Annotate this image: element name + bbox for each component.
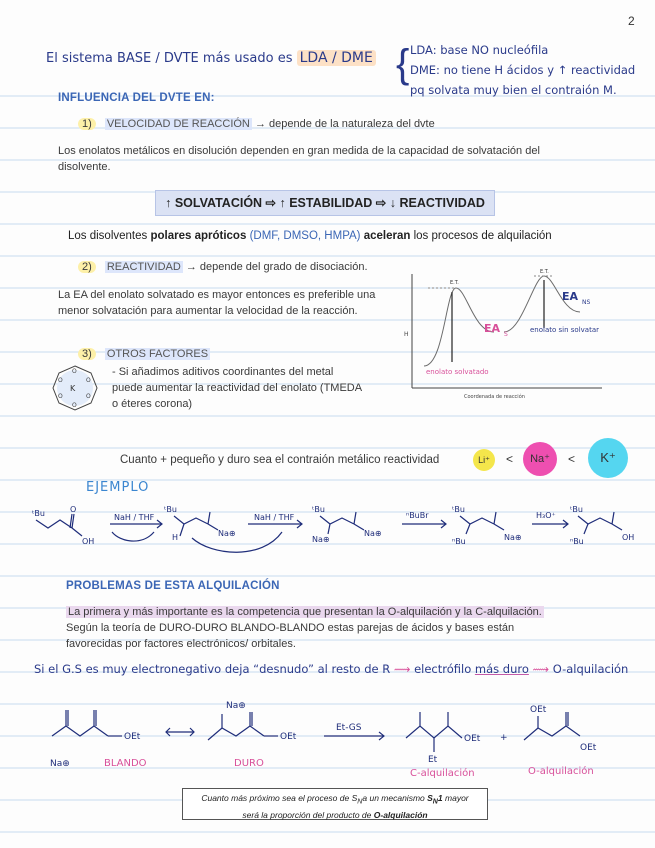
s2-blando: BLANDO bbox=[104, 758, 147, 769]
footer-line1-post: mayor bbox=[442, 793, 469, 803]
squiggle-arrow-1: ⟿ bbox=[393, 662, 411, 676]
ex-m4-na: Na⊕ bbox=[504, 533, 522, 542]
polar-list: (DMF, DMSO, HMPA) bbox=[249, 230, 361, 242]
item2-label: REACTIVIDAD bbox=[106, 261, 181, 273]
item1-number: 1) bbox=[78, 118, 96, 130]
electro-mid: electrófilo bbox=[414, 662, 472, 676]
energy-diagram bbox=[404, 262, 604, 404]
energy-ts-left: E.T. bbox=[450, 280, 459, 286]
ex-reagent-3: ⁿBuBr bbox=[406, 511, 429, 520]
ex-m2-tbu: ᵗBu bbox=[164, 505, 177, 514]
electro-line bbox=[34, 662, 628, 676]
ex-m3-na-2: Na⊕ bbox=[364, 529, 382, 538]
para3: - Si añadimos aditivos coordinantes del metal puede aumentar la reactividad del enolato (TMEDA o éteres corona) bbox=[112, 366, 362, 410]
item1-rest: → depende de la naturaleza del dvte bbox=[254, 118, 435, 130]
lt-sign-1: < bbox=[506, 452, 514, 466]
ex-m4-tbu: ᵗBu bbox=[452, 505, 465, 514]
s2-oet-5: OEt bbox=[580, 743, 597, 753]
alkylation-scheme bbox=[44, 696, 624, 782]
para4-highlight: La primera y más importante es la competencia que presentan la O-alquilación y la C-alquilación. bbox=[68, 606, 542, 618]
cation-na-label: Na⁺ bbox=[530, 453, 550, 465]
ex-m1-o: O bbox=[70, 505, 77, 514]
svg-text:K: K bbox=[70, 384, 76, 393]
energy-xlabel: Coordenada de reacción bbox=[464, 394, 525, 400]
intro-note-lda: LDA: base NO nucleófila bbox=[410, 43, 549, 57]
item2-row bbox=[78, 259, 368, 275]
footer-line2 bbox=[183, 809, 487, 822]
s2-oet-3: OEt bbox=[464, 734, 481, 744]
footer-line1 bbox=[183, 792, 487, 809]
ex-m4-nbu: ⁿBu bbox=[452, 537, 466, 546]
s2-oet-4: OEt bbox=[530, 705, 547, 715]
polar-line bbox=[68, 228, 552, 244]
energy-ts-right: E.T. bbox=[540, 269, 549, 275]
page-number: 2 bbox=[628, 14, 635, 28]
electro-pre: Si el G.S es muy electronegativo deja “desnudo” al resto de R bbox=[34, 662, 391, 676]
s2-duro: DURO bbox=[234, 758, 264, 769]
cation-k bbox=[588, 438, 628, 478]
ex-m5-nbu: ⁿBu bbox=[570, 537, 584, 546]
para2: La EA del enolato solvatado es mayor entonces es preferible una menor solvatación para aumentar la velocidad de la reacción. bbox=[58, 289, 376, 317]
example-heading: EJEMPLO bbox=[86, 480, 150, 495]
svg-text:O: O bbox=[72, 402, 77, 409]
svg-text:O: O bbox=[86, 377, 91, 384]
ex-m2-h: H bbox=[172, 533, 179, 542]
item1-row bbox=[78, 116, 435, 132]
s2-na-1: Na⊕ bbox=[50, 759, 70, 769]
energy-enolato-sin: enolato sin solvatar bbox=[530, 326, 599, 334]
ex-reagent-4: H₃O⁺ bbox=[536, 511, 556, 520]
item2-number: 2) bbox=[78, 261, 96, 273]
s2-oet-1: OEt bbox=[124, 732, 141, 742]
para1: Los enolatos metálicos en disolución dependen en gran medida de la capacidad de solvatación del disolvente. bbox=[58, 145, 540, 173]
para4 bbox=[66, 604, 566, 652]
electro-post: O-alquilación bbox=[552, 662, 629, 676]
crown-ether-icon bbox=[46, 360, 104, 416]
ex-reagent-2: NaH / THF bbox=[254, 513, 295, 522]
ex-m1-oh: OH bbox=[82, 537, 95, 546]
ex-m5-tbu: ᵗBu bbox=[570, 505, 583, 514]
footer-line2-pre: será la proporción del producto de bbox=[242, 809, 374, 820]
example-scheme bbox=[22, 498, 642, 568]
intro-note-solvata: pq solvata muy bien el contraión M. bbox=[410, 83, 617, 97]
svg-text:O: O bbox=[72, 368, 77, 375]
energy-h-label: H bbox=[404, 331, 409, 338]
intro-system: LDA / DME bbox=[297, 50, 376, 66]
intro-note-dme: DME: no tiene H ácidos y ↑ reactividad bbox=[410, 63, 636, 77]
s2-o-alq: O-alquilación bbox=[528, 766, 594, 777]
energy-ea-ns: EA bbox=[562, 290, 579, 303]
s2-reagent: Et-GS bbox=[336, 723, 362, 733]
banner-text: ↑ SOLVATACIÓN ⇨ ↑ ESTABILIDAD ⇨ ↓ REACTIVIDAD bbox=[165, 196, 485, 210]
item2-rest: → depende del grado de disociación. bbox=[185, 261, 368, 273]
footer-box bbox=[182, 788, 488, 820]
polar-post: los procesos de alquilación bbox=[413, 230, 552, 242]
energy-ea-s: EA bbox=[484, 322, 501, 335]
s2-na-2: Na⊕ bbox=[226, 701, 246, 711]
squiggle-arrow-2: ⟿ bbox=[532, 662, 550, 676]
ex-m1-tbu: ᵗBu bbox=[32, 509, 45, 518]
footer-line1-bold2: 1 bbox=[437, 793, 443, 803]
electro-underlined: más duro bbox=[474, 662, 529, 676]
cation-text: Cuanto + pequeño y duro sea el contraión metálico reactividad bbox=[120, 454, 440, 466]
para4-rest: Según la teoría de DURO-DURO BLANDO-BLANDO estas parejas de ácidos y bases están favorecidas por factores electrónicos/ orbitales. bbox=[66, 622, 515, 650]
section1-heading: INFLUENCIA DEL DVTE EN: bbox=[58, 92, 215, 104]
footer-line1-bold: S bbox=[427, 793, 433, 803]
ex-reagent-1: NaH / THF bbox=[114, 513, 155, 522]
ex-m3-tbu: ᵗBu bbox=[312, 505, 325, 514]
footer-line1-bold-sub: N bbox=[432, 797, 438, 806]
svg-text:O: O bbox=[58, 377, 63, 384]
ex-m5-oh: OH bbox=[622, 533, 635, 542]
footer-line1-sub: N bbox=[357, 797, 363, 806]
footer-line1-pre: Cuanto más próximo sea el proceso de S bbox=[201, 793, 358, 803]
lt-sign-2: < bbox=[568, 452, 576, 466]
footer-line1-mid: a un mecanismo bbox=[362, 793, 428, 803]
svg-text:O: O bbox=[86, 393, 91, 400]
intro-brace: { bbox=[396, 42, 410, 86]
polar-pre: Los disolventes bbox=[68, 230, 148, 242]
s2-plus: + bbox=[500, 733, 508, 743]
item3-label: OTROS FACTORES bbox=[106, 348, 209, 360]
item1-label: VELOCIDAD DE REACCIÓN bbox=[106, 118, 250, 130]
s2-oet-2: OEt bbox=[280, 732, 297, 742]
ex-m2-na: Na⊕ bbox=[218, 529, 236, 538]
polar-bold: polares apróticos bbox=[150, 230, 247, 242]
item3-number: 3) bbox=[78, 348, 96, 360]
ex-m3-na-1: Na⊕ bbox=[312, 535, 330, 544]
cation-k-label: K⁺ bbox=[600, 450, 616, 465]
polar-bold2: aceleran bbox=[363, 230, 411, 242]
intro-prefix: El sistema BASE / DVTE más usado es bbox=[46, 51, 293, 66]
cation-li-label: Li⁺ bbox=[478, 455, 490, 465]
energy-ea-ns-sub: NS bbox=[582, 299, 591, 306]
cation-na bbox=[523, 442, 557, 476]
s2-et: Et bbox=[428, 755, 438, 765]
intro-line bbox=[46, 50, 376, 66]
energy-ea-s-sub: S bbox=[504, 331, 508, 338]
section2-heading: PROBLEMAS DE ESTA ALQUILACIÓN bbox=[66, 580, 280, 592]
intro-notes bbox=[410, 40, 635, 100]
banner bbox=[155, 190, 495, 216]
s2-c-alq: C-alquilación bbox=[410, 768, 475, 779]
svg-text:O: O bbox=[58, 393, 63, 400]
energy-enolato-solv: enolato solvatado bbox=[426, 368, 489, 376]
cation-li bbox=[473, 449, 495, 471]
footer-line2-bold: O-alquilación bbox=[373, 809, 428, 820]
